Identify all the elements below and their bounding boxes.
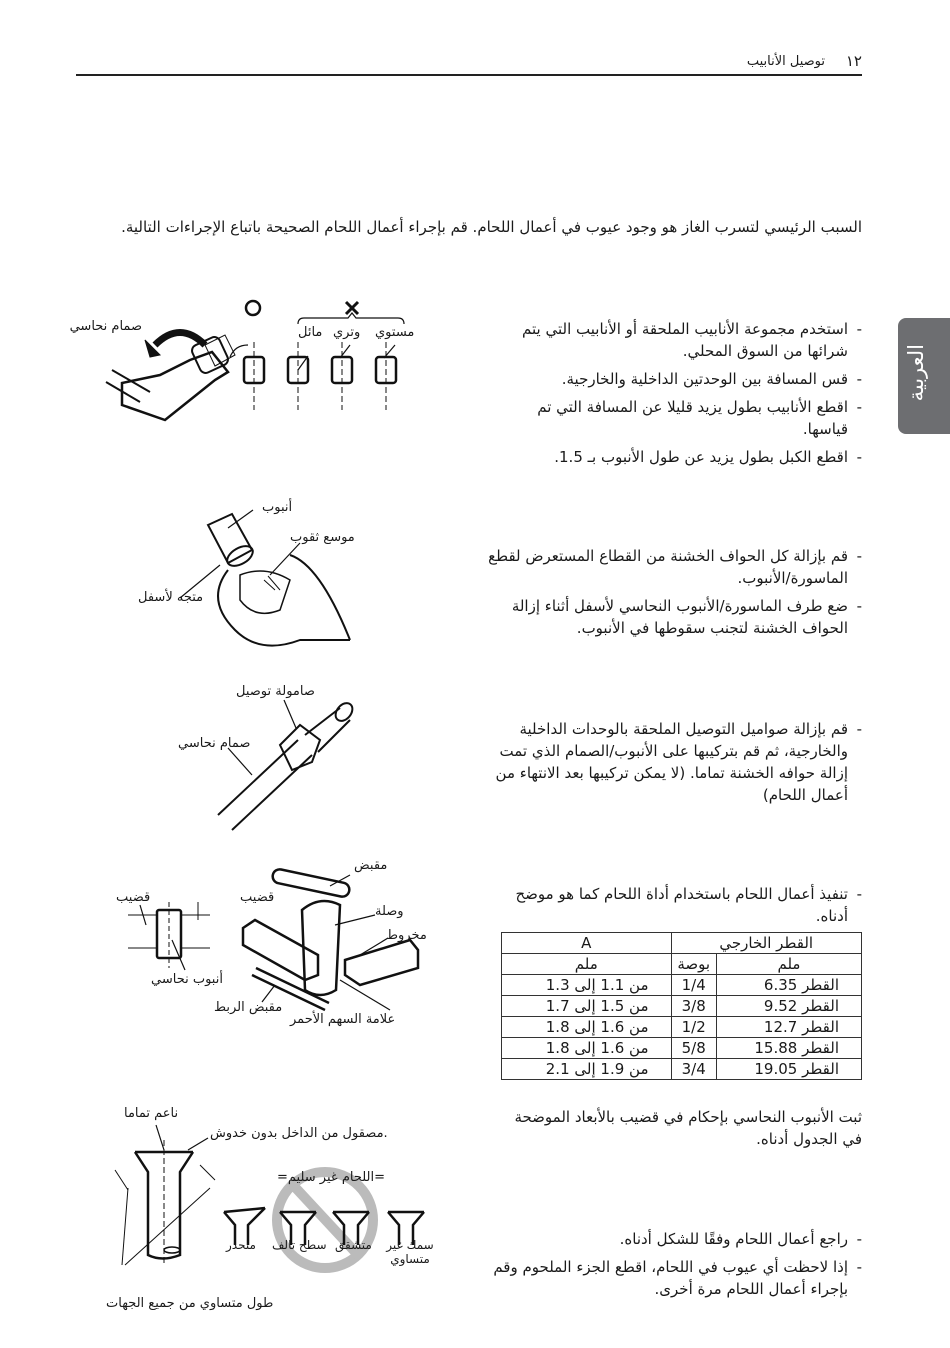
label-chordal: وتري — [333, 325, 361, 340]
cone-label: مخروط — [386, 928, 427, 943]
table-header-outer-diameter: القطر الخارجي — [671, 933, 862, 954]
polished-label: مصقول من الداخل بدون خدوش. — [210, 1126, 388, 1141]
cell-mm: القطر 9.52 — [716, 996, 861, 1017]
cell-mm: القطر 19.05 — [716, 1059, 861, 1080]
down-label: متجه لأسفل — [138, 590, 204, 605]
list-item: - راجع أعمال اللحام وفقًا للشكل أدناه. — [492, 1228, 862, 1250]
cell-mm: القطر 12.7 — [716, 1017, 861, 1038]
list-item: - استخدم مجموعة الأنابيب الملحقة أو الأنابيب التي يتم شرائها من السوق المحلي. — [492, 318, 862, 362]
list-item: - قم بإزالة صواميل التوصيل الملحقة بالوحدات الداخلية والخارجية، ثم قم بتركيبها على الأنبوب/الصمام الذي تمت إزالة حوافه الخشنة تماما. (لا يمكن تركيبها بعد الانتهاء من أعمال اللحام) — [492, 718, 862, 806]
label-flat: مستوي — [375, 325, 415, 340]
yoke-label: وصلة — [375, 904, 404, 919]
flare-nut-label: صامولة توصيل — [236, 684, 315, 699]
label-slanted: مائل — [298, 325, 323, 340]
copper-valve-label: صمام نحاسي — [178, 736, 251, 751]
table-subheader-inch: بوصة — [671, 954, 716, 975]
red-arrow-label: علامة السهم الأحمر — [290, 1012, 396, 1027]
handle-label: مقبض — [354, 858, 388, 873]
improper-flare-label: =اللحام غير سليم= — [277, 1170, 386, 1185]
clamp-handle-label: مقبض الربط — [214, 1000, 283, 1015]
list-item: - اقطع الكبل بطول يزيد عن طول الأنبوب بـ 1.5. — [492, 446, 862, 468]
cell-a: من 1.5 إلى 1.7 — [502, 996, 672, 1017]
defect-damaged-surface: سطح تالف — [272, 1238, 327, 1252]
table-header-a: A — [502, 933, 672, 954]
cell-a: من 1.9 إلى 2.1 — [502, 1059, 672, 1080]
defect-cracked: متشقق — [335, 1238, 372, 1252]
page-number: ١٢ — [845, 52, 862, 70]
cell-a: من 1.1 إلى 1.3 — [502, 975, 672, 996]
reamer-label: موسع ثقوب — [290, 530, 355, 545]
bar-label: قضيب — [116, 890, 151, 905]
list-item: - قس المسافة بين الوحدتين الداخلية والخارجية. — [492, 368, 862, 390]
smooth-label: ناعم تماما — [124, 1106, 179, 1121]
cell-inch: 1/2 — [671, 1017, 716, 1038]
list-item: - قم بإزالة كل الحواف الخشنة من القطاع المستعرض لقطع الماسورة/الأنبوب. — [487, 545, 862, 589]
list-item: - اقطع الأنابيب بطول يزيد قليلا عن المسافة التي تم قياسها. — [492, 396, 862, 440]
cell-inch: 5/8 — [671, 1038, 716, 1059]
section-title: توصيل الأنابيب — [746, 54, 825, 69]
defect-inclined: منحدر — [226, 1238, 256, 1252]
table-subheader-a-mm: ملم — [502, 954, 672, 975]
language-tab-label: العربية — [904, 344, 928, 402]
list-item: - ضع طرف الماسورة/الأنبوب النحاسي لأسفل أثناء إزالة الحواف الخشنة لتجنب سقوطها في الأنبوب. — [487, 595, 862, 639]
list-item: - إذا لاحظت أي عيوب في اللحام، اقطع الجزء الملحوم وقم بإجراء أعمال اللحام مرة أخرى. — [492, 1256, 862, 1300]
cell-mm: القطر 6.35 — [716, 975, 861, 996]
table-subheader-mm: ملم — [716, 954, 861, 975]
list-item: - تنفيذ أعمال اللحام باستخدام أداة اللحام كما هو موضح أدناه. — [487, 883, 862, 927]
defect-uneven-thickness: سمك غير متساوي — [386, 1238, 434, 1266]
pipe-label: أنبوب — [262, 500, 293, 515]
cell-mm: القطر 15.88 — [716, 1038, 861, 1059]
cell-a: من 1.6 إلى 1.8 — [502, 1017, 672, 1038]
cell-inch: 1/4 — [671, 975, 716, 996]
cell-inch: 3/8 — [671, 996, 716, 1017]
tool-bar-label: قضيب — [240, 890, 275, 905]
copper-pipe-label: أنبوب نحاسي — [151, 972, 223, 987]
cell-a: من 1.6 إلى 1.8 — [502, 1038, 672, 1059]
step4-note: ثبت الأنبوب النحاسي بإحكام في قضيب بالأبعاد الموضحة في الجدول أدناه. — [514, 1108, 862, 1148]
copper-valve-label: صمام نحاسي — [69, 319, 142, 334]
intro-paragraph: السبب الرئيسي لتسرب الغاز هو وجود عيوب في أعمال اللحام. قم بإجراء أعمال اللحام الصحيحة باتباع الإجراءات التالية. — [121, 218, 862, 236]
cell-inch: 3/4 — [671, 1059, 716, 1080]
equal-length-label: طول متساوي من جميع الجهات — [106, 1296, 274, 1311]
